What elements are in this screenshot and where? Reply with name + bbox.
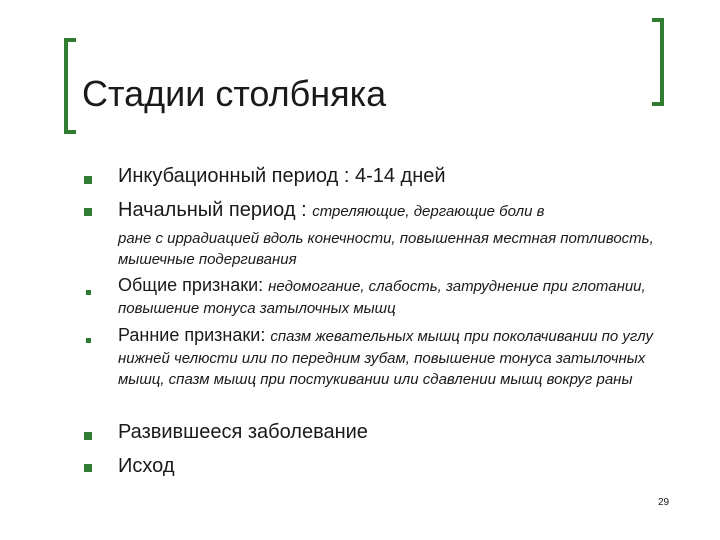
list-item-lead: Инкубационный период : 4-14 дней [118, 165, 446, 187]
list-item-outcome [118, 452, 678, 480]
list-item-description: стреляющие, дергающие боли в [312, 203, 545, 220]
list-item-incubation [118, 162, 678, 190]
list-item-lead: Развившееся заболевание [118, 421, 368, 443]
list-item-initial-period [118, 196, 678, 270]
list-item-general-signs [118, 272, 678, 319]
bullet-square-icon [84, 464, 92, 472]
title-bracket-left [64, 38, 76, 134]
list-item-lead: Начальный период : [118, 199, 313, 221]
list-item-lead: Исход [118, 455, 175, 477]
list-item-lead: Общие признаки: [118, 275, 269, 295]
slide-number: 29 [658, 497, 670, 508]
bullet-small-square-icon [86, 338, 91, 343]
list-item-early-signs [118, 322, 678, 390]
list-item-lead: Ранние признаки: [118, 325, 271, 345]
slide-title: Стадии столбняка [82, 73, 387, 114]
list-item-description-continued: ране с иррадиацией вдоль конечности, повышенная местная потливость, мышечные подергивания [118, 230, 654, 268]
bullet-small-square-icon [86, 290, 91, 295]
bullet-square-icon [84, 176, 92, 184]
list-item-description: спазм жевательных мышц при поколачивании по углу нижней челюсти или по передним зубам, повышение тонуса затылочных мышц, спазм мышц при постукивании или сдавлении мышц вокруг раны [118, 328, 653, 388]
list-item-developed-disease [118, 418, 678, 446]
bullet-square-icon [84, 208, 92, 216]
bullet-square-icon [84, 432, 92, 440]
title-bracket-right [652, 18, 664, 106]
list-item-description: недомогание, слабость, затруднение при глотании, повышение тонуса затылочных мышц [118, 278, 646, 317]
